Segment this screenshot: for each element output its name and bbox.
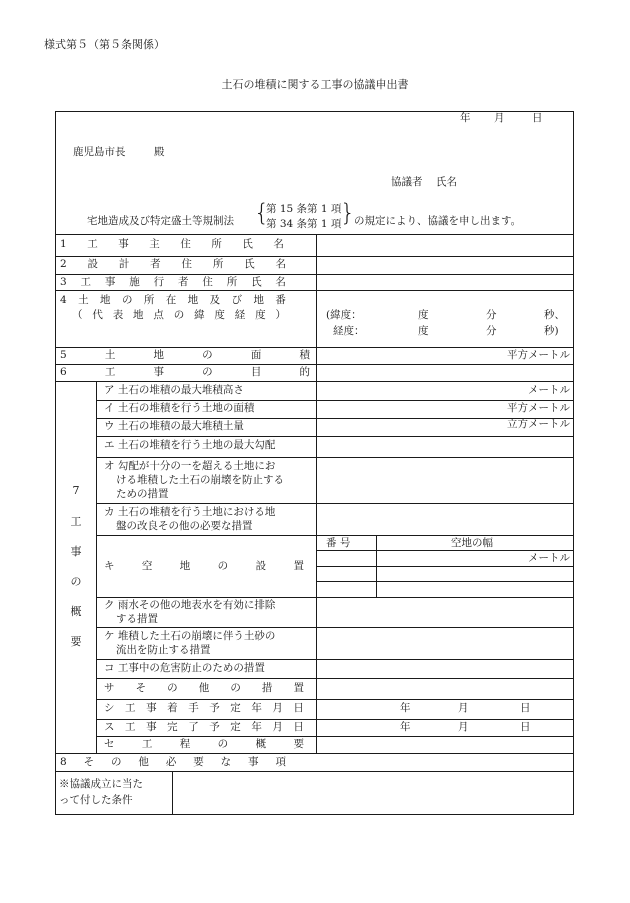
clause-2: 第 34 条第 1 項: [266, 218, 342, 230]
row-2-designer-label: 2 設 計 者 住 所 氏 名: [60, 258, 286, 270]
row-4-latlon-note: （ 代 表 地 点 の 緯 度 経 度 ）: [72, 309, 286, 321]
item-o-line-1: オ 勾配が十分の一を超える土地にお: [104, 460, 276, 472]
item-e-max-slope: エ 土石の堆積を行う土地の最大勾配: [104, 439, 276, 451]
item-ka-line-2: 盤の改良その他の必要な措置: [116, 520, 253, 532]
overview-char-4: 概: [70, 605, 82, 618]
date-day-label: 日: [532, 112, 543, 124]
row-5-area-label: 5 土 地 の 面 積: [60, 349, 310, 361]
overview-char-2: 事: [70, 545, 82, 558]
longitude-degree-label: 度: [418, 325, 429, 337]
application-form: [55, 111, 574, 815]
item-u-volume: ウ 土石の堆積の最大堆積土量: [104, 420, 244, 432]
end-date-month: 月: [458, 721, 469, 733]
item-su-end-date: ス 工 事 完 了 予 定 年 月 日: [104, 721, 304, 733]
item-i-unit: 平方メートル: [507, 402, 570, 414]
longitude-second-label: 秒): [544, 325, 559, 337]
date-year-label: 年: [460, 112, 471, 124]
latitude-degree-label: 度: [418, 309, 429, 321]
item-a-max-height: ア 土石の堆積の最大堆積高さ: [104, 384, 244, 396]
addressee: 鹿児島市長: [73, 146, 126, 158]
item-ke-line-1: ケ 堆積した土石の崩壊に伴う土砂の: [104, 630, 276, 642]
item-ku-line-2: する措置: [116, 613, 158, 625]
law-prefix: 宅地造成及び特定盛土等規制法: [87, 215, 234, 227]
honorific: 殿: [154, 146, 165, 158]
item-ki-open-space: キ 空 地 の 設 置: [104, 560, 304, 572]
conditions-label-line-2: って付した条件: [59, 794, 133, 806]
start-date-year: 年: [400, 702, 411, 714]
date-month-label: 月: [494, 112, 505, 124]
item-i-area: イ 土石の堆積を行う土地の面積: [104, 402, 255, 414]
applicant-name-label: 氏名: [436, 176, 457, 188]
row-4-location-label: 4 土 地 の 所 在 地 及 び 地 番: [60, 294, 286, 306]
item-se-schedule-overview: セ 工 程 の 概 要: [104, 738, 304, 750]
row-5-area-unit: 平方メートル: [507, 349, 570, 361]
item-o-line-2: ける堆積した土石の崩壊を防止する: [116, 474, 284, 486]
item-a-unit: メートル: [528, 384, 570, 396]
latitude-second-label: 秒、: [544, 309, 565, 321]
right-brace: }: [340, 199, 356, 227]
law-suffix: の規定により、協議を申し出ます。: [354, 215, 522, 227]
item-ka-line-1: カ 土石の堆積を行う土地における地: [104, 506, 276, 518]
left-brace: {: [254, 199, 270, 227]
longitude-minute-label: 分: [486, 325, 497, 337]
overview-char-5: 要: [70, 635, 82, 648]
overview-char-1: 工: [70, 515, 82, 528]
end-date-day: 日: [520, 721, 531, 733]
item-ko-hazard-prevention: コ 工事中の危害防止のための措置: [104, 662, 265, 674]
item-shi-start-date: シ 工 事 着 手 予 定 年 月 日: [104, 702, 304, 714]
row-6-purpose-label: 6 工 事 の 目 的: [60, 366, 310, 378]
row-8-other-items: 8 そ の 他 必 要 な 事 項: [60, 756, 286, 768]
applicant-label: 協議者: [391, 176, 423, 188]
item-o-line-3: ための措置: [116, 488, 169, 500]
overview-char-3: の: [70, 575, 82, 588]
latitude-minute-label: 分: [486, 309, 497, 321]
document-title: 土石の堆積に関する工事の協議申出書: [221, 78, 409, 91]
open-space-number-header: 番 号: [326, 537, 351, 549]
row-1-owner-label: 1 工 事 主 住 所 氏 名: [60, 238, 284, 250]
open-space-width-header: 空地の幅: [451, 537, 493, 549]
latitude-label: (緯度：: [326, 309, 362, 321]
item-ku-line-1: ク 雨水その他の地表水を有効に排除: [104, 599, 276, 611]
overview-number: 7: [72, 484, 80, 497]
start-date-month: 月: [458, 702, 469, 714]
item-u-unit: 立方メートル: [507, 418, 570, 430]
clause-1: 第 15 条第 1 項: [266, 203, 342, 215]
end-date-year: 年: [400, 721, 411, 733]
form-number-label: 様式第５（第５条関係）: [44, 38, 165, 51]
open-space-width-unit: メートル: [528, 552, 570, 564]
conditions-label-line-1: ※協議成立に当た: [59, 778, 143, 790]
longitude-label: 経度：: [333, 325, 365, 337]
item-sa-other-measures: サ そ の 他 の 措 置: [104, 682, 304, 694]
start-date-day: 日: [520, 702, 531, 714]
item-ke-line-2: 流出を防止する措置: [116, 644, 211, 656]
row-3-contractor-label: 3 工 事 施 行 者 住 所 氏 名: [60, 276, 286, 288]
